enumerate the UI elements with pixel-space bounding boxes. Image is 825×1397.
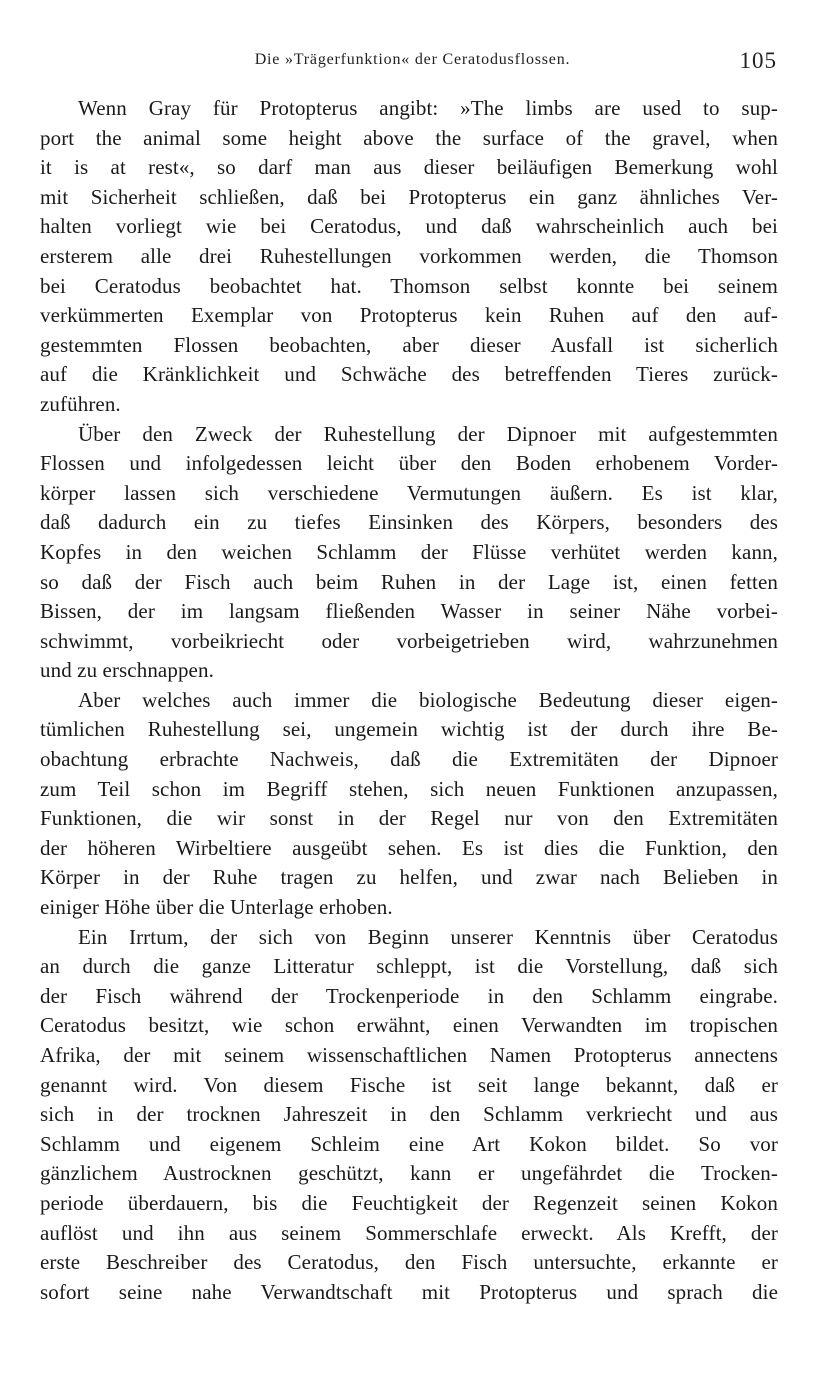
text-line: obachtung erbrachte Nachweis, daß die Extremitäten der Dipnoer	[40, 747, 778, 772]
text-line: und zu erschnappen.	[40, 658, 214, 683]
text-line: verkümmerten Exemplar von Protopterus kein Ruhen auf den auf-	[40, 303, 778, 328]
text-line: daß dadurch ein zu tiefes Einsinken des Körpers, besonders des	[40, 510, 778, 535]
text-line: sich in der trocknen Jahreszeit in den Schlamm verkriecht und aus	[40, 1102, 778, 1127]
text-line: der Fisch während der Trockenperiode in den Schlamm eingrabe.	[40, 983, 778, 1008]
running-head-title: Die »Trägerfunktion« der Ceratodusflossen.	[254, 51, 571, 68]
text-line: Ceratodus besitzt, wie schon erwähnt, einen Verwandten im tropischen	[40, 1013, 778, 1038]
text-line: zum Teil schon im Begriff stehen, sich neuen Funktionen anzupassen,	[40, 776, 778, 801]
text-line: ersterem alle drei Ruhestellungen vorkommen werden, die Thomson	[40, 243, 778, 268]
text-line: Kopfes in den weichen Schlamm der Flüsse verhütet werden kann,	[40, 539, 778, 564]
text-line: Afrika, der mit seinem wissenschaftlichen Namen Protopterus annectens	[40, 1043, 778, 1067]
text-line: sofort seine nahe Verwandtschaft mit Protopterus und sprach die	[40, 1279, 778, 1304]
text-line: it is at rest«, so darf man aus dieser beiläufigen Bemerkung wohl	[40, 155, 778, 180]
text-line: so daß der Fisch auch beim Ruhen in der Lage ist, einen fetten	[40, 569, 778, 594]
text-line: auf die Kränklichkeit und Schwäche des betreffenden Tieres zurück-	[40, 362, 778, 387]
text-line: bei Ceratodus beobachtet hat. Thomson selbst konnte bei seinem	[40, 273, 778, 298]
body-text	[40, 94, 778, 1307]
text-line: Aber welches auch immer die biologische Bedeutung dieser eigen-	[78, 687, 778, 712]
text-line: Flossen und infolgedessen leicht über den Boden erhobenem Vorder-	[40, 451, 778, 476]
page-number: 105	[739, 48, 777, 73]
text-line: periode überdauern, bis die Feuchtigkeit der Regenzeit seinen Kokon	[40, 1190, 778, 1215]
text-line: an durch die ganze Litteratur schleppt, ist die Vorstellung, daß sich	[40, 954, 778, 979]
paragraph-2	[40, 420, 778, 686]
text-line: port the animal some height above the surface of the gravel, when	[40, 125, 778, 150]
paragraph-3	[40, 686, 778, 923]
running-head	[0, 48, 825, 72]
text-line: auflöst und ihn aus seinem Sommerschlafe erweckt. Als Krefft, der	[40, 1220, 778, 1245]
text-line: körper lassen sich verschiedene Vermutungen äußern. Es ist klar,	[40, 480, 778, 505]
text-line: Wenn Gray für Protopterus angibt: »The limbs are used to sup-	[78, 96, 778, 120]
text-line: schwimmt, vorbeikriecht oder vorbeigetrieben wird, wahrzunehmen	[40, 628, 778, 653]
text-line: Über den Zweck der Ruhestellung der Dipnoer mit aufgestemmten	[78, 421, 778, 446]
text-line: halten vorliegt wie bei Ceratodus, und daß wahrscheinlich auch bei	[40, 214, 778, 239]
paragraph-4	[40, 923, 778, 1308]
text-line: Schlamm und eigenem Schleim eine Art Kokon bildet. So vor	[40, 1131, 778, 1156]
text-line: gestemmten Flossen beobachten, aber dieser Ausfall ist sicherlich	[40, 332, 778, 357]
text-line: zuführen.	[40, 391, 121, 416]
text-line: der höheren Wirbeltiere ausgeübt sehen. Es ist dies die Funktion, den	[40, 835, 778, 860]
text-line: genannt wird. Von diesem Fische ist seit lange bekannt, daß er	[40, 1072, 778, 1097]
text-line: gänzlichem Austrocknen geschützt, kann er ungefährdet die Trocken-	[40, 1161, 778, 1186]
paragraph-1	[40, 94, 778, 420]
text-line: Bissen, der im langsam fließenden Wasser in seiner Nähe vorbei-	[40, 599, 778, 624]
text-line: Ein Irrtum, der sich von Beginn unserer Kenntnis über Ceratodus	[78, 924, 778, 949]
text-line: Körper in der Ruhe tragen zu helfen, und zwar nach Belieben in	[40, 865, 778, 890]
text-line: Funktionen, die wir sonst in der Regel nur von den Extremitäten	[40, 806, 778, 831]
text-line: tümlichen Ruhestellung sei, ungemein wichtig ist der durch ihre Be-	[40, 717, 778, 742]
text-line: mit Sicherheit schließen, daß bei Protopterus ein ganz ähnliches Ver-	[40, 184, 778, 209]
text-line: einiger Höhe über die Unterlage erhoben.	[40, 895, 393, 920]
text-line: erste Beschreiber des Ceratodus, den Fisch untersuchte, erkannte er	[40, 1250, 778, 1275]
